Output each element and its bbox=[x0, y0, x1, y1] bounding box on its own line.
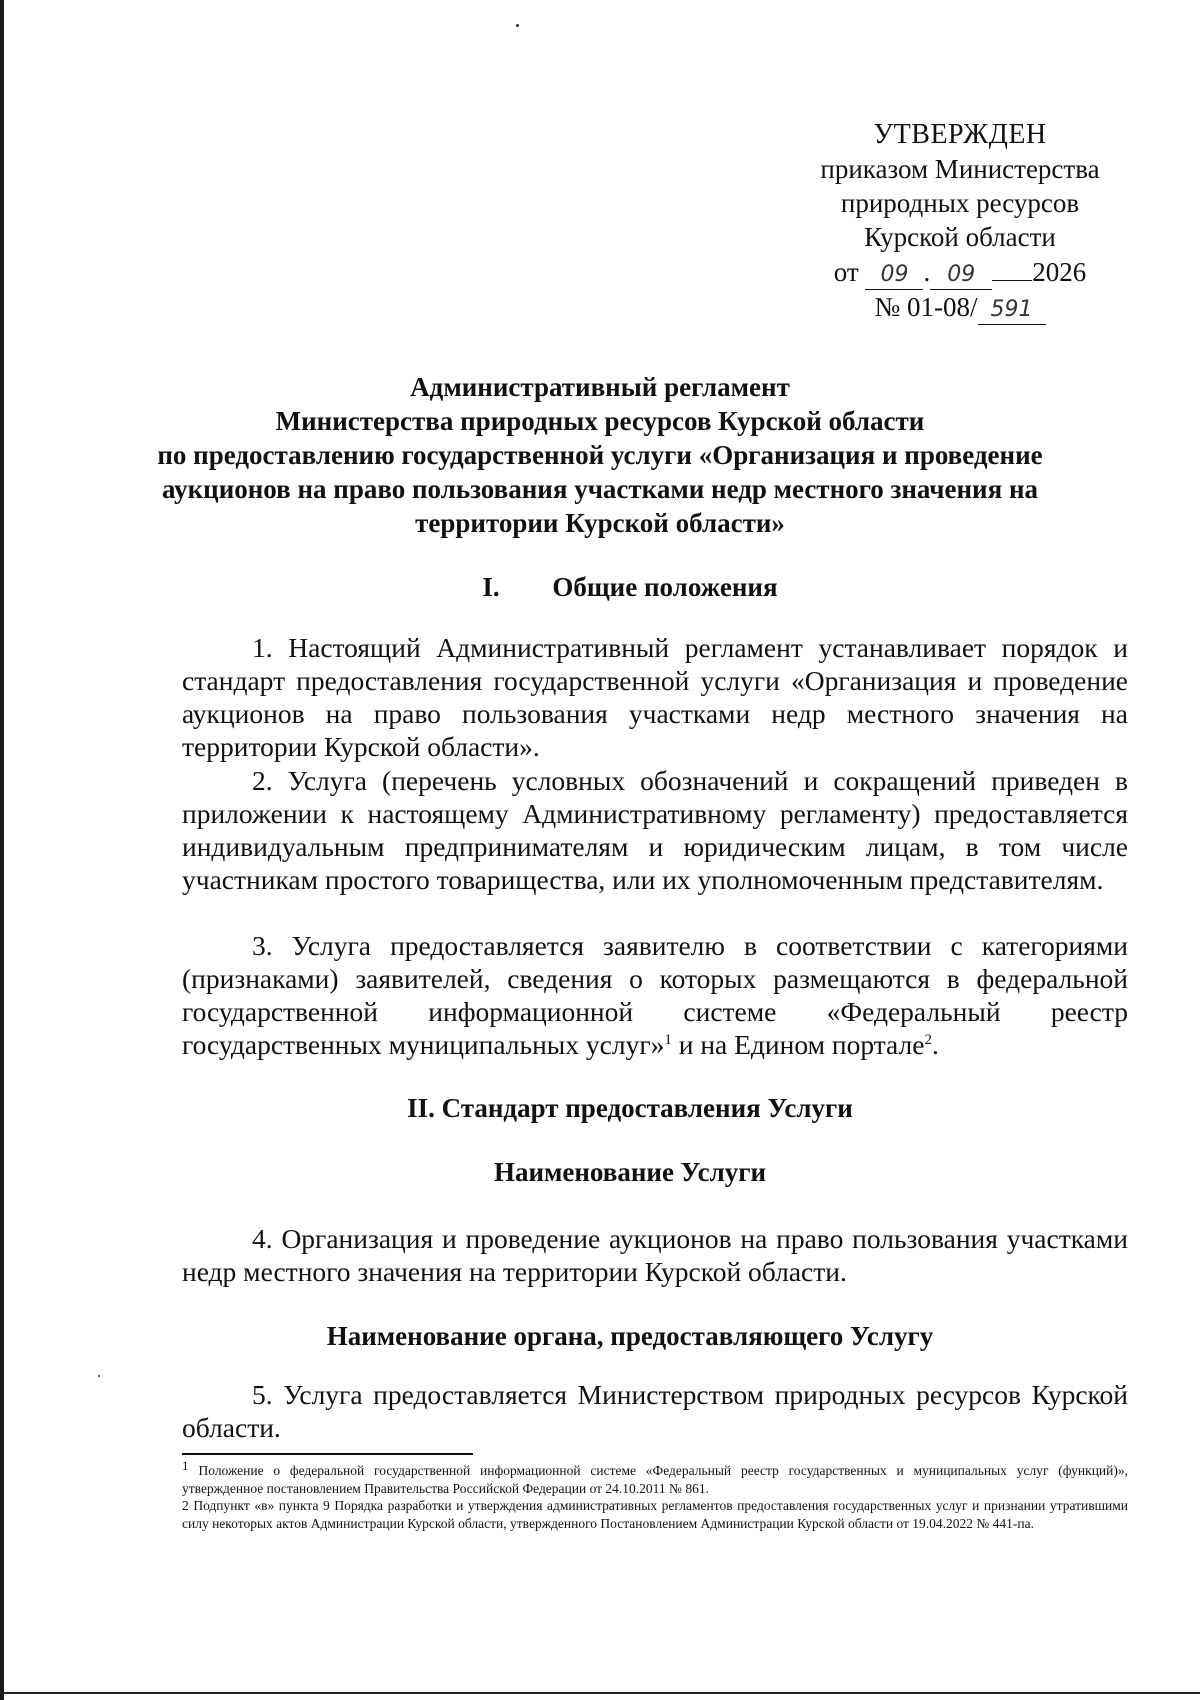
approval-line: приказом Министерства bbox=[820, 154, 1100, 184]
scan-speck bbox=[98, 1375, 100, 1377]
approval-block bbox=[760, 118, 1160, 325]
section-heading-2: II. Стандарт предоставления Услуги bbox=[407, 1093, 853, 1123]
subsection-heading-service-name: Наименование Услуги bbox=[493, 1157, 767, 1187]
paragraph-5: 5. Услуга предоставляется Министерством природных ресурсов Курской области. bbox=[182, 1379, 1128, 1443]
document-title: Административный регламент Министерства природных ресурсов Курской области по предоставлению государственной услуги «Организация и проведение аукционов на право пользования участками недр местного значения на территории Курской области» bbox=[157, 372, 1043, 538]
approval-line: Курской области bbox=[864, 222, 1056, 252]
scan-speck bbox=[516, 24, 519, 27]
footnote-separator bbox=[182, 1453, 473, 1455]
scan-edge bbox=[0, 1692, 1200, 1694]
handwritten-number: 591 bbox=[978, 296, 1046, 325]
approval-title: УТВЕРЖДЕН bbox=[873, 119, 1047, 150]
date-underline bbox=[992, 254, 1032, 281]
footnotes bbox=[182, 1457, 1128, 1532]
handwritten-month: 09 bbox=[930, 261, 992, 290]
handwritten-day: 09 bbox=[865, 261, 923, 290]
footnote-1: 1 Положение о федеральной государственной информационной системе «Федеральный реестр государственных и муниципальных услуг (функций)», утвержденное постановлением Правительства Российской Федерации от 24.10.2011 № 861. bbox=[182, 1457, 1128, 1496]
footnote-ref-2: 2 bbox=[924, 1031, 932, 1048]
paragraph-1: 1. Настоящий Административный регламент устанавливает порядок и стандарт предоставления государственной услуги «Организация и проведение аукционов на право пользования участками недр местного значения на территории Курской области». bbox=[182, 632, 1128, 762]
section-heading-1: I. Общие положения bbox=[482, 572, 778, 602]
footnote-ref-1: 1 bbox=[664, 1031, 672, 1048]
paragraph-3: 3. Услуга предоставляется заявителю в соответствии с категориями (признаками) заявителей, сведения о которых размещаются в федеральной государственной информационной системе «Федеральный реестр государственных муниципальных услуг»$^1$ и на Едином портале$^2$. bbox=[182, 930, 1128, 1060]
footnote-2: 2 Подпункт «в» пункта 9 Порядка разработки и утверждения административных регламентов предоставления государственных услуг и признании утратившими силу некоторых актов Администрации Курской области, утвержденного Постановлением Администрации Курской области от 19.04.2022 № 441-па. bbox=[182, 1498, 1128, 1531]
paragraph-2: 2. Услуга (перечень условных обозначений и сокращений приведен в приложении к настоящему Административному регламенту) предоставляется индивидуальным предпринимателям и юридическим лицам, в том числе участникам простого товарищества, или их уполномоченным представителям. bbox=[182, 765, 1128, 895]
date-year: 2026 bbox=[1032, 257, 1087, 287]
approval-date: от 09 . 09 2026 bbox=[760, 254, 1160, 290]
approval-line: природных ресурсов bbox=[840, 188, 1080, 218]
paragraph-4: 4. Организация и проведение аукционов на право пользования участками недр местного значения на территории Курской области. bbox=[182, 1223, 1128, 1287]
subsection-heading-authority: Наименование органа, предоставляющего Услугу bbox=[326, 1321, 934, 1351]
scan-edge bbox=[0, 0, 4, 1700]
approval-number: № 01-08/ 591 bbox=[760, 290, 1160, 325]
